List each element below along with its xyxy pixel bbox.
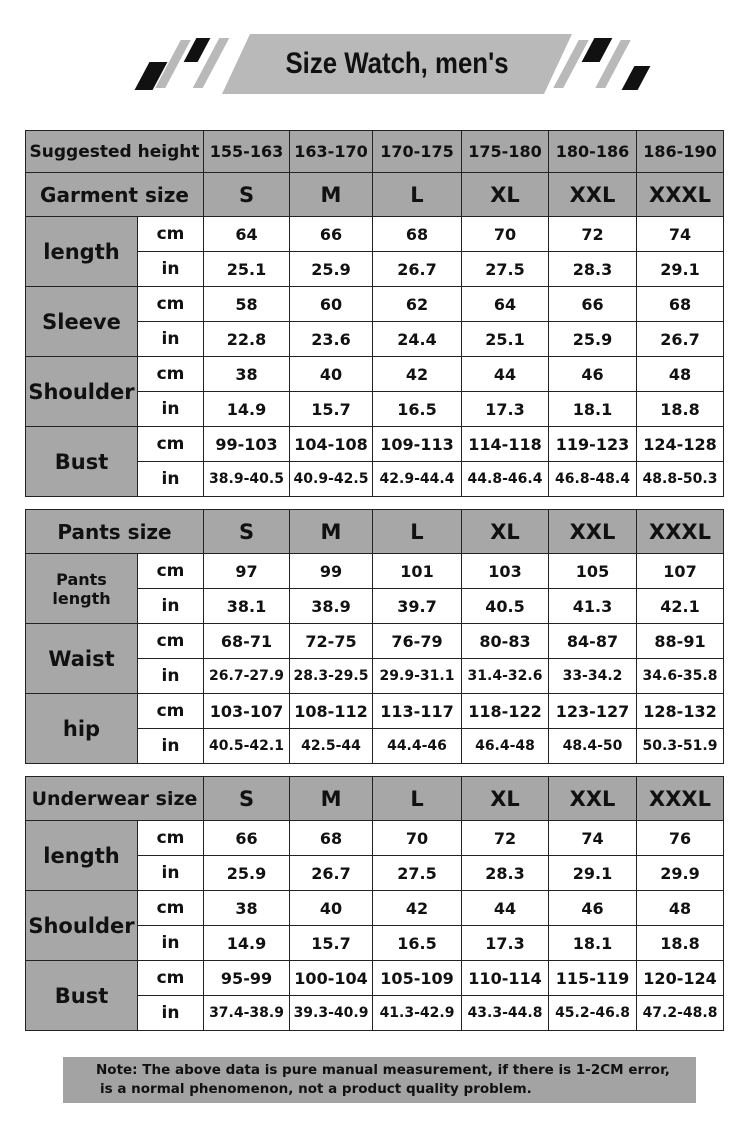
unit-cm: cm: [138, 427, 204, 462]
value-cell: 34.6-35.8: [637, 659, 724, 694]
value-cell: 66: [549, 287, 637, 322]
value-cell: 119-123: [549, 427, 637, 462]
unit-in: in: [138, 926, 204, 961]
value-cell: 40.5-42.1: [204, 729, 290, 764]
value-cell: 97: [204, 554, 290, 589]
row-label-hip: hip: [26, 694, 138, 764]
size-cell: XXXL: [637, 173, 724, 217]
height-cell: 186-190: [637, 131, 724, 173]
pants-size-table: [25, 509, 724, 764]
size-cell: XXL: [549, 173, 637, 217]
value-cell: 18.8: [637, 392, 724, 427]
unit-cm: cm: [138, 624, 204, 659]
value-cell: 29.9-31.1: [373, 659, 462, 694]
value-cell: 39.7: [373, 589, 462, 624]
unit-in: in: [138, 252, 204, 287]
note-line-1: Note: The above data is pure manual measurement, if there is 1-2CM error,: [96, 1062, 670, 1078]
value-cell: 48.4-50: [549, 729, 637, 764]
unit-in: in: [138, 589, 204, 624]
note-line-2: is a normal phenomenon, not a product quality problem.: [100, 1081, 532, 1097]
value-cell: 70: [462, 217, 549, 252]
row-label-shoulder: Shoulder: [26, 891, 138, 961]
value-cell: 109-113: [373, 427, 462, 462]
size-cell: M: [290, 510, 373, 554]
value-cell: 74: [637, 217, 724, 252]
value-cell: 31.4-32.6: [462, 659, 549, 694]
unit-in: in: [138, 462, 204, 497]
value-cell: 29.9: [637, 856, 724, 891]
suggested-height-label: Suggested height: [26, 131, 204, 173]
height-cell: 155-163: [204, 131, 290, 173]
size-cell: XL: [462, 173, 549, 217]
value-cell: 41.3: [549, 589, 637, 624]
row-label-waist: Waist: [26, 624, 138, 694]
size-cell: XL: [462, 777, 549, 821]
size-cell: XL: [462, 510, 549, 554]
value-cell: 72-75: [290, 624, 373, 659]
value-cell: 38: [204, 357, 290, 392]
unit-cm: cm: [138, 694, 204, 729]
value-cell: 80-83: [462, 624, 549, 659]
value-cell: 15.7: [290, 392, 373, 427]
height-cell: 163-170: [290, 131, 373, 173]
value-cell: 14.9: [204, 926, 290, 961]
value-cell: 64: [204, 217, 290, 252]
value-cell: 40.5: [462, 589, 549, 624]
size-cell: XXXL: [637, 510, 724, 554]
row-label-bust: Bust: [26, 427, 138, 497]
value-cell: 124-128: [637, 427, 724, 462]
value-cell: 38: [204, 891, 290, 926]
value-cell: 17.3: [462, 926, 549, 961]
value-cell: 26.7: [290, 856, 373, 891]
unit-in: in: [138, 996, 204, 1031]
value-cell: 25.1: [204, 252, 290, 287]
value-cell: 38.9: [290, 589, 373, 624]
row-label-bust: Bust: [26, 961, 138, 1031]
value-cell: 46.4-48: [462, 729, 549, 764]
value-cell: 27.5: [373, 856, 462, 891]
value-cell: 120-124: [637, 961, 724, 996]
value-cell: 28.3: [549, 252, 637, 287]
page-title: Size Watch, men's: [285, 47, 509, 80]
value-cell: 76-79: [373, 624, 462, 659]
value-cell: 68: [637, 287, 724, 322]
value-cell: 28.3: [462, 856, 549, 891]
decorative-stripes-left: [140, 36, 230, 92]
value-cell: 38.9-40.5: [204, 462, 290, 497]
value-cell: 100-104: [290, 961, 373, 996]
unit-in: in: [138, 856, 204, 891]
value-cell: 29.1: [637, 252, 724, 287]
value-cell: 118-122: [462, 694, 549, 729]
size-cell: L: [373, 777, 462, 821]
value-cell: 68-71: [204, 624, 290, 659]
value-cell: 48: [637, 357, 724, 392]
size-cell: M: [290, 173, 373, 217]
row-label-shoulder: Shoulder: [26, 357, 138, 427]
height-cell: 175-180: [462, 131, 549, 173]
value-cell: 72: [462, 821, 549, 856]
unit-in: in: [138, 322, 204, 357]
underwear-size-label: Underwear size: [26, 777, 204, 821]
unit-cm: cm: [138, 554, 204, 589]
value-cell: 23.6: [290, 322, 373, 357]
value-cell: 101: [373, 554, 462, 589]
value-cell: 107: [637, 554, 724, 589]
value-cell: 110-114: [462, 961, 549, 996]
row-label-length: length: [26, 821, 138, 891]
value-cell: 99-103: [204, 427, 290, 462]
value-cell: 25.9: [549, 322, 637, 357]
value-cell: 42.1: [637, 589, 724, 624]
value-cell: 18.8: [637, 926, 724, 961]
value-cell: 16.5: [373, 392, 462, 427]
value-cell: 68: [290, 821, 373, 856]
value-cell: 48: [637, 891, 724, 926]
value-cell: 29.1: [549, 856, 637, 891]
value-cell: 42: [373, 357, 462, 392]
value-cell: 44: [462, 357, 549, 392]
value-cell: 58: [204, 287, 290, 322]
value-cell: 37.4-38.9: [204, 996, 290, 1031]
value-cell: 64: [462, 287, 549, 322]
value-cell: 108-112: [290, 694, 373, 729]
value-cell: 39.3-40.9: [290, 996, 373, 1031]
value-cell: 76: [637, 821, 724, 856]
value-cell: 72: [549, 217, 637, 252]
value-cell: 16.5: [373, 926, 462, 961]
value-cell: 18.1: [549, 392, 637, 427]
height-cell: 170-175: [373, 131, 462, 173]
value-cell: 128-132: [637, 694, 724, 729]
garment-size-table: [25, 130, 724, 497]
unit-in: in: [138, 392, 204, 427]
value-cell: 17.3: [462, 392, 549, 427]
value-cell: 45.2-46.8: [549, 996, 637, 1031]
pants-size-label: Pants size: [26, 510, 204, 554]
value-cell: 46: [549, 357, 637, 392]
measurement-note: [63, 1057, 696, 1103]
size-cell: S: [204, 173, 290, 217]
value-cell: 14.9: [204, 392, 290, 427]
size-cell: XXXL: [637, 777, 724, 821]
value-cell: 25.1: [462, 322, 549, 357]
value-cell: 74: [549, 821, 637, 856]
value-cell: 44.8-46.4: [462, 462, 549, 497]
value-cell: 103: [462, 554, 549, 589]
value-cell: 46.8-48.4: [549, 462, 637, 497]
value-cell: 46: [549, 891, 637, 926]
value-cell: 25.9: [290, 252, 373, 287]
value-cell: 103-107: [204, 694, 290, 729]
value-cell: 26.7-27.9: [204, 659, 290, 694]
value-cell: 41.3-42.9: [373, 996, 462, 1031]
value-cell: 40.9-42.5: [290, 462, 373, 497]
unit-in: in: [138, 729, 204, 764]
unit-cm: cm: [138, 821, 204, 856]
value-cell: 47.2-48.8: [637, 996, 724, 1031]
value-cell: 115-119: [549, 961, 637, 996]
value-cell: 48.8-50.3: [637, 462, 724, 497]
value-cell: 123-127: [549, 694, 637, 729]
size-cell: S: [204, 777, 290, 821]
unit-cm: cm: [138, 217, 204, 252]
value-cell: 99: [290, 554, 373, 589]
value-cell: 27.5: [462, 252, 549, 287]
size-cell: M: [290, 777, 373, 821]
value-cell: 43.3-44.8: [462, 996, 549, 1031]
unit-in: in: [138, 659, 204, 694]
unit-cm: cm: [138, 961, 204, 996]
value-cell: 15.7: [290, 926, 373, 961]
value-cell: 114-118: [462, 427, 549, 462]
value-cell: 33-34.2: [549, 659, 637, 694]
value-cell: 95-99: [204, 961, 290, 996]
value-cell: 40: [290, 891, 373, 926]
size-cell: L: [373, 510, 462, 554]
value-cell: 22.8: [204, 322, 290, 357]
value-cell: 70: [373, 821, 462, 856]
value-cell: 40: [290, 357, 373, 392]
decorative-stripes-right: [560, 36, 655, 92]
value-cell: 44: [462, 891, 549, 926]
row-label-pants-length: Pants length: [26, 554, 138, 624]
value-cell: 68: [373, 217, 462, 252]
value-cell: 104-108: [290, 427, 373, 462]
value-cell: 50.3-51.9: [637, 729, 724, 764]
value-cell: 105-109: [373, 961, 462, 996]
value-cell: 60: [290, 287, 373, 322]
value-cell: 38.1: [204, 589, 290, 624]
size-cell: S: [204, 510, 290, 554]
value-cell: 66: [290, 217, 373, 252]
value-cell: 42.5-44: [290, 729, 373, 764]
value-cell: 84-87: [549, 624, 637, 659]
size-cell: XXL: [549, 777, 637, 821]
value-cell: 24.4: [373, 322, 462, 357]
value-cell: 25.9: [204, 856, 290, 891]
size-cell: XXL: [549, 510, 637, 554]
value-cell: 44.4-46: [373, 729, 462, 764]
garment-size-label: Garment size: [26, 173, 204, 217]
value-cell: 18.1: [549, 926, 637, 961]
value-cell: 62: [373, 287, 462, 322]
unit-cm: cm: [138, 287, 204, 322]
value-cell: 42: [373, 891, 462, 926]
value-cell: 113-117: [373, 694, 462, 729]
unit-cm: cm: [138, 891, 204, 926]
underwear-size-table: [25, 776, 724, 1031]
value-cell: 88-91: [637, 624, 724, 659]
value-cell: 105: [549, 554, 637, 589]
value-cell: 42.9-44.4: [373, 462, 462, 497]
value-cell: 28.3-29.5: [290, 659, 373, 694]
value-cell: 66: [204, 821, 290, 856]
value-cell: 26.7: [637, 322, 724, 357]
unit-cm: cm: [138, 357, 204, 392]
size-cell: L: [373, 173, 462, 217]
row-label-length: length: [26, 217, 138, 287]
value-cell: 26.7: [373, 252, 462, 287]
row-label-sleeve: Sleeve: [26, 287, 138, 357]
height-cell: 180-186: [549, 131, 637, 173]
